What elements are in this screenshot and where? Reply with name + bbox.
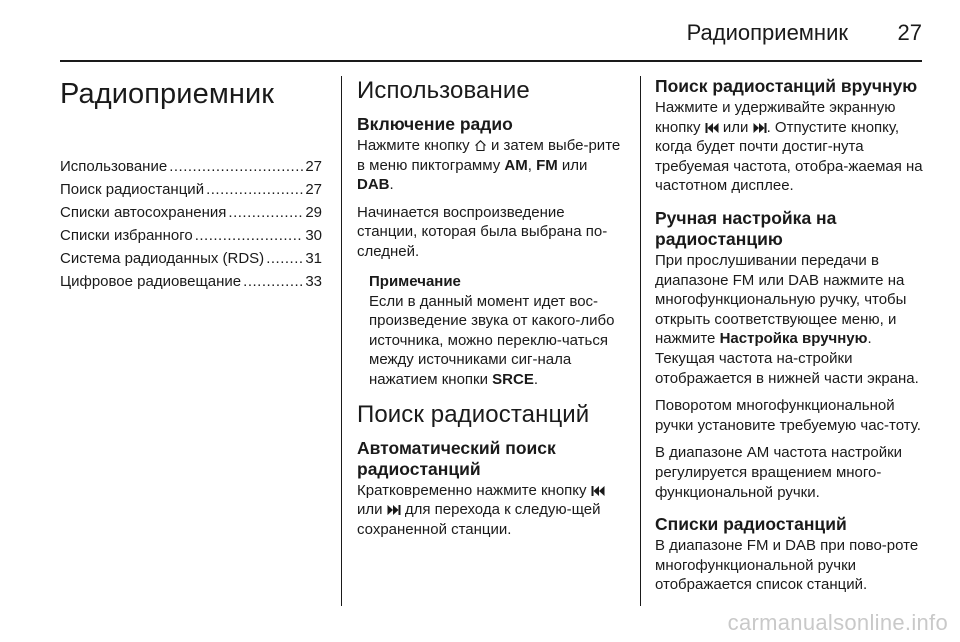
toc-entry[interactable] xyxy=(60,247,322,270)
toc-entry[interactable] xyxy=(60,201,322,224)
note-text xyxy=(369,292,625,390)
toc-leader xyxy=(206,178,303,201)
toc-entry-label: Списки автосохранения xyxy=(60,204,227,221)
toc-entry-label: Поиск радиостанций xyxy=(60,181,205,198)
home-icon xyxy=(474,139,487,152)
column-1 xyxy=(60,62,322,293)
paragraph-turn-on xyxy=(357,136,625,195)
paragraph-tuning-3: В диапазоне AM частота настройки регулируется вращением много-функциональной ручки. xyxy=(655,444,903,501)
text-run: Нажмите кнопку xyxy=(357,137,474,154)
column-divider-2 xyxy=(640,76,641,606)
watermark: carmanualsonline.info xyxy=(727,610,948,635)
toc-entry-label: Списки избранного xyxy=(60,227,193,244)
text-run: . xyxy=(389,176,394,194)
toc-entry-label: Использование xyxy=(60,158,168,175)
toc-leader xyxy=(243,270,303,293)
text-run: При прослушивании передачи в диапазоне FM или DAB нажмите на многофункциональную ручку, чтобы открыть соответствующее меню, и нажмите xyxy=(655,251,907,348)
table-of-contents xyxy=(60,155,322,293)
heading-station-lists: Списки радиостанций xyxy=(655,514,847,535)
toc-entry[interactable] xyxy=(60,224,322,247)
column-3 xyxy=(655,62,923,603)
chapter-title: Радиоприемник xyxy=(60,78,275,110)
text-run: Нажмите и удерживайте экранную кнопку xyxy=(655,99,896,136)
toc-entry-label: Цифровое радиовещание xyxy=(60,273,242,290)
page-header xyxy=(60,12,922,56)
text-run: . Текущая частота на-стройки отображается в нижней части экрана. xyxy=(655,330,919,387)
running-title: Радиоприемник xyxy=(686,20,848,45)
column-divider-1 xyxy=(341,76,342,606)
skip-back-icon xyxy=(705,122,719,134)
toc-entry[interactable] xyxy=(60,270,322,293)
paragraph-tuning-1 xyxy=(655,251,923,388)
toc-entry-page: 30 xyxy=(305,227,322,244)
text-run: , xyxy=(527,156,537,174)
text-run: Если в данный момент идет вос-произведение звука от какого-либо источника, можно переклю-чаться между источниками сиг-нала нажатием кнопки xyxy=(369,292,615,388)
toc-leader xyxy=(266,247,303,270)
text-run: . Отпустите кнопку, когда будет почти достиг-нута требуемая частота, отобра-жаемая на частотном дисплее. xyxy=(655,118,923,195)
text-run: или xyxy=(557,156,588,174)
band-fm-label: FM xyxy=(536,156,558,174)
toc-leader xyxy=(228,201,303,224)
paragraph-tuning-2: Поворотом многофункциональной ручки установите требуемую час-тоту. xyxy=(655,397,921,434)
toc-entry[interactable] xyxy=(60,155,322,178)
paragraph-auto-search xyxy=(357,481,625,540)
manual-tuning-menu-label: Настройка вручную xyxy=(719,330,868,348)
section-title-usage: Использование xyxy=(357,77,530,104)
toc-entry[interactable] xyxy=(60,178,322,201)
skip-back-icon xyxy=(591,485,605,497)
toc-entry-page: 29 xyxy=(305,204,322,221)
band-dab-label: DAB xyxy=(357,176,390,194)
toc-leader xyxy=(169,155,303,178)
paragraph-manual-search xyxy=(655,98,923,196)
text-run: . xyxy=(533,370,539,388)
band-am-label: AM xyxy=(504,156,528,174)
skip-forward-icon xyxy=(753,122,767,134)
text-run: для перехода к следую-щей сохраненной станции. xyxy=(357,501,601,538)
section-title-search: Поиск радиостанций xyxy=(357,400,590,428)
skip-forward-icon xyxy=(387,504,401,516)
heading-auto-search: Автоматический поиск радиостанций xyxy=(357,437,556,479)
heading-turn-on-radio: Включение радио xyxy=(357,114,513,134)
toc-entry-label: Система радиоданных (RDS) xyxy=(60,250,265,267)
paragraph-last-station: Начинается воспроизведение станции, которая была выбрана по-следней. xyxy=(357,203,608,260)
page-number: 27 xyxy=(897,20,922,45)
text-run: Кратковременно нажмите кнопку xyxy=(357,481,591,499)
toc-entry-page: 33 xyxy=(305,273,322,290)
text-run: или xyxy=(718,118,753,136)
note-block xyxy=(369,272,625,390)
paragraph-station-lists: В диапазоне FM и DAB при пово-роте многофункциональной ручки отображается список станций. xyxy=(655,537,919,594)
toc-entry-page: 27 xyxy=(305,158,322,175)
text-run: или xyxy=(357,501,387,519)
column-2 xyxy=(357,62,625,547)
text-run: и затем выбе-рите в меню пиктограмму xyxy=(357,137,621,174)
heading-manual-tuning: Ручная настройка на радиостанцию xyxy=(655,207,837,249)
toc-entry-page: 31 xyxy=(305,250,322,267)
toc-entry-page: 27 xyxy=(305,181,322,198)
srce-button-label: SRCE xyxy=(492,370,534,388)
note-title: Примечание xyxy=(369,272,461,290)
toc-leader xyxy=(195,224,304,247)
heading-manual-search: Поиск радиостанций вручную xyxy=(655,76,918,96)
